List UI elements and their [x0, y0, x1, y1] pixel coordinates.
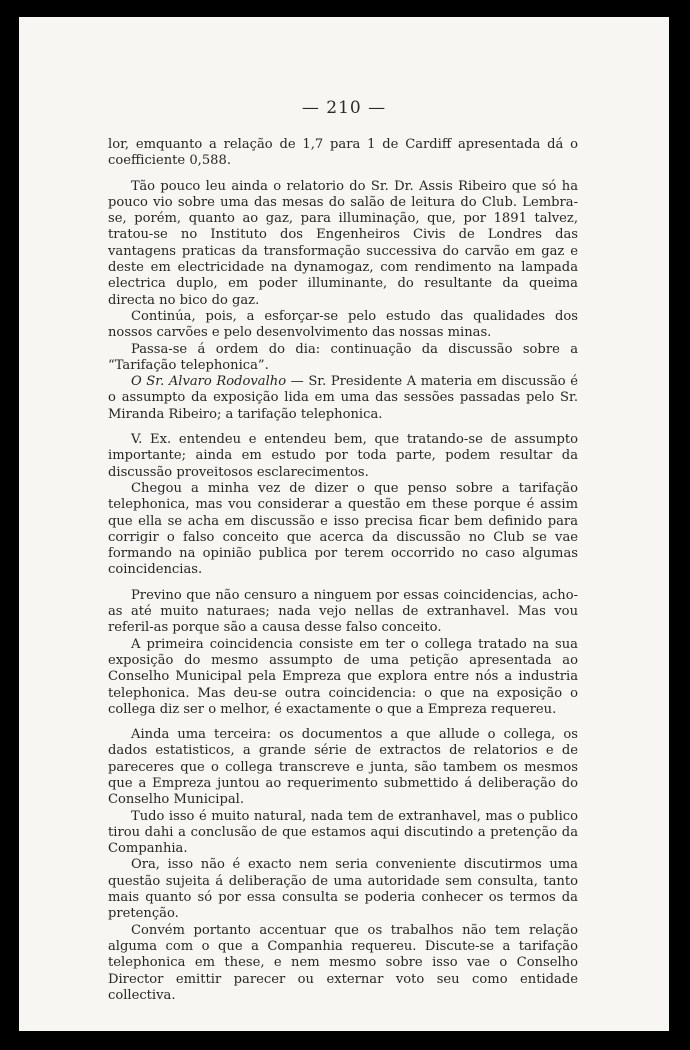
speaker-name: O Sr. Alvaro Rodovalho [131, 374, 287, 390]
paragraph: Tão pouco leu ainda o relatorio do Sr. Dr. Assis Ribeiro que só ha pouco vio sobre uma das mesas do salão de leitura do Club. Lembra-se, porém, quanto ao gaz, para illuminação, que, por 1891 talvez, tratou-se no Instituto dos Engenheiros Civis de Londres das vantagens praticas da transformação successiva do carvão em gaz e deste em electricidade na dynamogaz, com rendimento na lampada electrica duplo, em poder illuminante, do resultante da queima directa no bico do gaz. [108, 178, 578, 308]
paragraph-continuation: lor, emquanto a relação de 1,7 para 1 de Cardiff apresentada dá o coefficiente 0,588. [108, 137, 578, 169]
paragraph: Previno que não censuro a ninguem por essas coincidencias, acho-as até muito naturaes; nada vejo nellas de extranhavel. Mas vou referil-as porque são a causa desse falso conceito. [108, 587, 578, 636]
paragraph: Tudo isso é muito natural, nada tem de extranhavel, mas o publico tirou dahi a conclusão de que estamos aqui discutindo a pretenção da Companhia. [108, 808, 578, 857]
paragraph: Passa-se á ordem do dia: continuação da discussão sobre a “Tarifação telephonica”. [108, 341, 578, 373]
paragraph: Ora, isso não é exacto nem seria conveniente discutirmos uma questão sujeita á deliberação de uma autoridade sem consulta, tanto mais quanto só por essa consulta se poderia conhecer os termos da pretenção. [108, 857, 578, 922]
text-body [108, 137, 578, 1004]
paragraph: Convém portanto accentuar que os trabalhos não tem relação alguma com o que a Companhia requereu. Discute-se a tarifação telephonica em these, e nem mesmo sobre isso vae o Conselho Director emittir parecer ou externar voto seu como entidade collectiva. [108, 922, 578, 1003]
speaker-text: — Sr. Presidente A materia em discussão é o assumpto da exposição lida em uma das sessões passadas pelo Sr. Miranda Ribeiro; a tarifação telephonica. [108, 374, 578, 422]
paragraph: Ainda uma terceira: os documentos a que allude o collega, os dados estatisticos, a grande série de extractos de relatorios e de pareceres que o collega transcreve e junta, são tambem os mesmos que a Empreza juntou ao requerimento submettido á deliberação do Conselho Municipal. [108, 727, 578, 808]
paragraph: A primeira coincidencia consiste em ter o collega tratado na sua exposição do mesmo assumpto de uma petição apresentada ao Conselho Municipal pela Empreza que explora entre nós a industria telephonica. Mas deu-se outra coincidencia: o que na exposição o collega diz ser o melhor, é exactamente o que a Empreza requereu. [108, 636, 578, 717]
paragraph: Chegou a minha vez de dizer o que penso sobre a tarifação telephonica, mas vou considerar a questão em these porque é assim que ella se acha em discussão e isso precisa ficar bem definido para corrigir o falso conceito que acerca da discussão no Club se vae formando na opinião publica por terem occorrido no caso algumas coincidencias. [108, 480, 578, 578]
paragraph: Continúa, pois, a esforçar-se pelo estudo das qualidades dos nossos carvões e pelo desenvolvimento das nossas minas. [108, 308, 578, 341]
page-number: — 210 — [301, 98, 387, 118]
paragraph: V. Ex. entendeu e entendeu bem, que tratando-se de assumpto importante; ainda em estudo por toda parte, podem resultar da discussão proveitosos esclarecimentos. [108, 432, 578, 480]
speaker-paragraph [108, 374, 578, 423]
document-page [19, 17, 669, 1031]
